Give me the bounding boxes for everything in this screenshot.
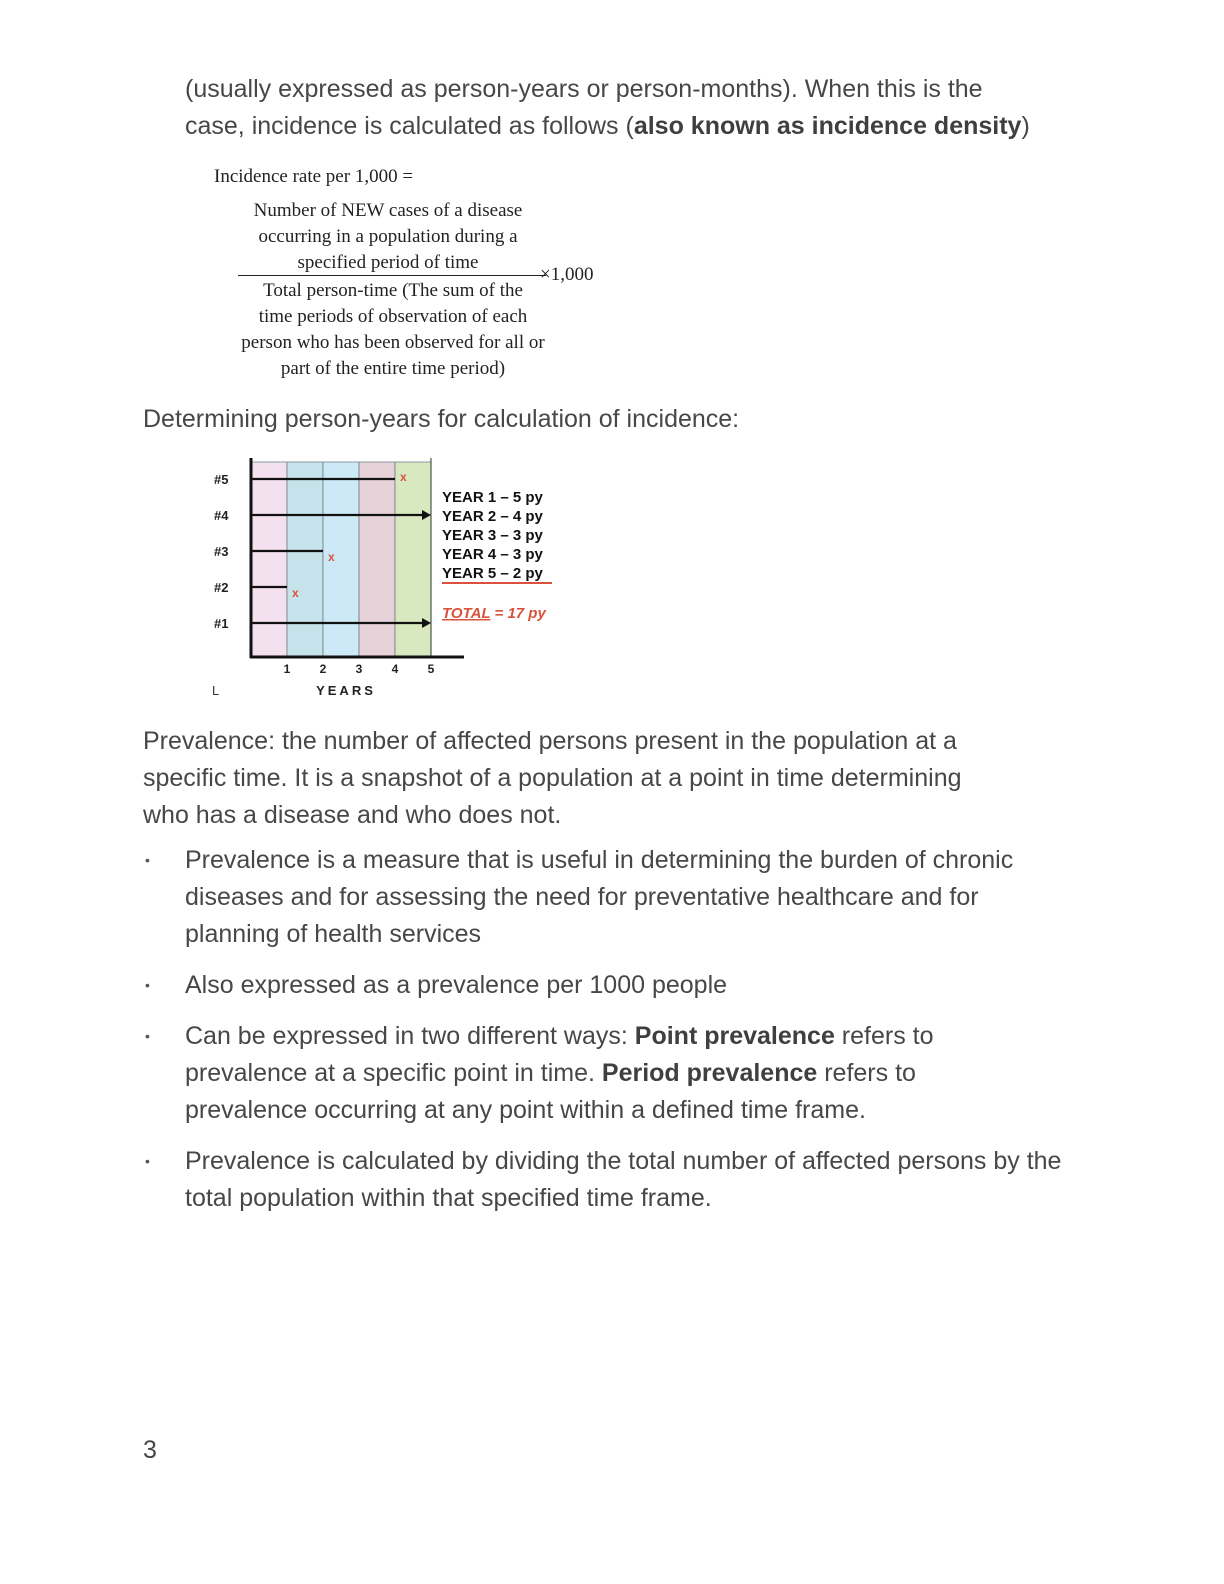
formula-lhs: Incidence rate per 1,000 =: [214, 166, 414, 187]
prevalence-bullet-list: [143, 842, 1083, 1231]
formula-denominator: [228, 278, 558, 382]
incidence-rate-formula: [210, 162, 630, 387]
prevalence-line: Prevalence: the number of affected persons present in the population at a: [143, 727, 957, 755]
bullet-text: Prevalence is calculated by dividing the total number of affected persons by the total population within that specified time frame.: [185, 1147, 1062, 1212]
x-tick-label: 1: [283, 662, 291, 676]
total-person-years: [442, 605, 546, 622]
prevalence-line: who has a disease and who does not.: [143, 801, 562, 829]
x-tick-label: 5: [427, 662, 435, 676]
x-tick-label: 2: [319, 662, 327, 676]
bullet-icon: •: [145, 852, 150, 868]
formula-numerator: [238, 198, 538, 276]
person-years-heading: Determining person-years for calculation of incidence:: [143, 405, 740, 433]
year-band: [251, 462, 287, 656]
person-label: #5: [214, 472, 229, 487]
person-label: #2: [214, 580, 229, 595]
intro-line-2-text: case, incidence is calculated as follows (: [185, 112, 634, 140]
year-person-years: YEAR 2 – 4 py: [442, 508, 543, 525]
x-tick-label: 3: [355, 662, 363, 676]
intro-line-2-close: ): [1021, 112, 1030, 140]
denominator-line: time periods of observation of each: [258, 306, 528, 327]
case-marker-icon: x: [328, 550, 335, 564]
bullet-text: Can be expressed in two different ways:: [185, 1022, 635, 1050]
incidence-density-term: also known as incidence density: [633, 112, 1022, 140]
intro-paragraph: [185, 71, 1125, 145]
bullet-text: Prevalence is a measure that is useful in determining the burden of chronic diseases and for assessing the need for preventative healthcare and for planning of health services: [185, 846, 1014, 948]
denominator-line: part of the entire time period): [280, 358, 506, 379]
bullet-item: [143, 1018, 1035, 1129]
numerator-line: Number of NEW cases of a disease: [253, 200, 523, 221]
bullet-text: refers to prevalence at a specific point in time.: [185, 1022, 934, 1087]
prevalence-definition: [143, 723, 1083, 834]
bullet-text: Also expressed as a prevalence per 1000 people: [185, 971, 728, 999]
numerator-line: occurring in a population during a: [258, 226, 518, 247]
period-prevalence-term: Period prevalence: [601, 1059, 818, 1087]
year-person-years: YEAR 5 – 2 py: [442, 565, 543, 582]
year-band: [287, 462, 323, 656]
bullet-item: [143, 842, 1055, 953]
prevalence-line: specific time. It is a snapshot of a population at a point in time determining: [143, 764, 962, 792]
bullet-icon: •: [145, 1153, 150, 1169]
person-label: #3: [214, 544, 229, 559]
year-person-years: YEAR 1 – 5 py: [442, 489, 543, 506]
year-band: [359, 462, 395, 656]
x-axis-label: YEARS: [316, 683, 376, 698]
numerator-line: specified period of time: [297, 252, 479, 273]
formula-multiplier: ×1,000: [540, 264, 594, 285]
person-label: #4: [214, 508, 229, 523]
person-label: #1: [214, 616, 229, 631]
case-marker-icon: x: [400, 470, 407, 484]
total-label: TOTAL: [442, 605, 491, 622]
intro-line-1: (usually expressed as person-years or person-months). When this is the: [185, 75, 983, 103]
denominator-line: Total person-time (The sum of the: [263, 280, 523, 301]
x-tick-label: 4: [391, 662, 399, 676]
year-band: [395, 462, 431, 656]
denominator-line: person who has been observed for all or: [241, 332, 545, 353]
year-person-years: YEAR 4 – 3 py: [442, 546, 543, 563]
bullet-icon: •: [145, 1028, 150, 1044]
bullet-icon: •: [145, 977, 150, 993]
bullet-item: [143, 967, 1083, 1004]
point-prevalence-term: Point prevalence: [634, 1022, 835, 1050]
person-years-diagram: [200, 450, 580, 710]
bullet-text: refers to prevalence occurring at any point within a defined time frame.: [185, 1059, 916, 1124]
fraction-bar: [238, 275, 546, 276]
intro-line-2: [185, 108, 1125, 145]
page-number: 3: [143, 1436, 157, 1464]
corner-label: L: [212, 683, 220, 698]
bullet-item: [143, 1143, 1085, 1217]
year-person-years: YEAR 3 – 3 py: [442, 527, 543, 544]
case-marker-icon: x: [292, 586, 299, 600]
total-value: = 17 py: [490, 605, 546, 622]
